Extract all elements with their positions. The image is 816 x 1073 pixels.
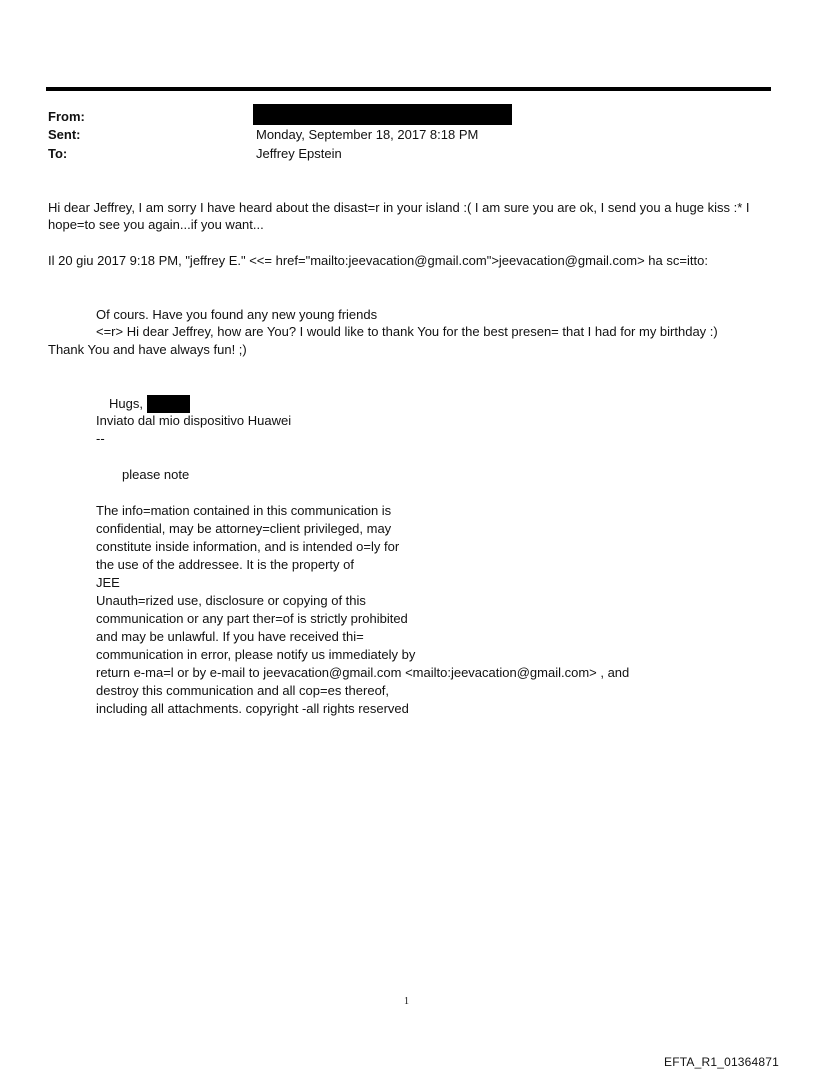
reply-line-3: Thank You and have always fun! ;): [48, 342, 247, 357]
name-redaction: [147, 395, 190, 413]
disclaimer-line: including all attachments. copyright -all rights reserved: [96, 701, 409, 716]
disclaimer-line: communication or any part ther=of is strictly prohibited: [96, 611, 408, 626]
disclaimer-line: JEE: [96, 575, 120, 590]
sent-from-device: Inviato dal mio dispositivo Huawei: [96, 413, 292, 428]
disclaimer-line: and may be unlawful. If you have received thi=: [96, 629, 364, 644]
reply-line-2: <=r> Hi dear Jeffrey, how are You? I would like to thank You for the best presen= that I had for my birthday :): [96, 324, 718, 339]
to-value: Jeffrey Epstein: [256, 146, 342, 161]
message-line-2: hope=to see you again...if you want...: [48, 217, 264, 232]
page-number: 1: [404, 996, 409, 1007]
signoff-hugs: Hugs,: [109, 396, 143, 411]
sent-value: Monday, September 18, 2017 8:18 PM: [256, 127, 479, 142]
to-label: To:: [48, 146, 68, 161]
disclaimer-line: return e-ma=l or by e-mail to jeevacation@gmail.com <mailto:jeevacation@gmail.com> , and: [96, 665, 630, 680]
from-redaction: [253, 104, 512, 125]
signature-dashes: --: [96, 431, 105, 446]
disclaimer-line: constitute inside information, and is intended o=ly for: [96, 539, 400, 554]
header-divider: [46, 87, 771, 91]
please-note: please note: [122, 467, 190, 482]
message-line-1: Hi dear Jeffrey, I am sorry I have heard about the disast=r in your island :( I am sure you are ok, I send you a huge kiss :* I: [48, 200, 750, 215]
document-id: EFTA_R1_01364871: [664, 1055, 780, 1069]
disclaimer-line: destroy this communication and all cop=es thereof,: [96, 683, 390, 698]
disclaimer-line: confidential, may be attorney=client privileged, may: [96, 521, 392, 536]
reply-line-1: Of cours. Have you found any new young friends: [96, 307, 378, 322]
disclaimer-line: The info=mation contained in this communication is: [96, 503, 392, 518]
disclaimer-line: Unauth=rized use, disclosure or copying of this: [96, 593, 366, 608]
disclaimer-line: the use of the addressee. It is the property of: [96, 557, 354, 572]
from-label: From:: [48, 109, 85, 124]
disclaimer-line: communication in error, please notify us immediately by: [96, 647, 416, 662]
quoted-header-line: Il 20 giu 2017 9:18 PM, "jeffrey E." <<= href="mailto:jeevacation@gmail.com">jeevacation@gmail.com> ha sc=itto:: [48, 253, 708, 268]
sent-label: Sent:: [48, 127, 81, 142]
